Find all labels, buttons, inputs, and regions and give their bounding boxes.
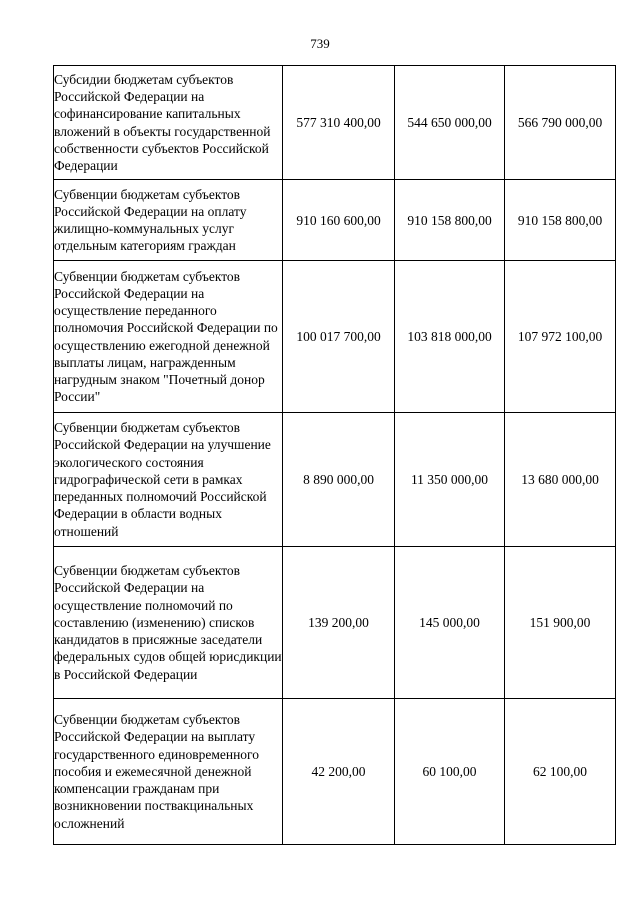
table-row xyxy=(54,66,616,180)
amount-cell: 13 680 000,00 xyxy=(505,413,616,547)
amount-cell: 910 158 800,00 xyxy=(395,180,505,261)
table-row xyxy=(54,547,616,699)
amount-cell: 151 900,00 xyxy=(505,547,616,699)
table-row xyxy=(54,699,616,845)
amount-cell: 100 017 700,00 xyxy=(283,261,395,413)
amount-cell: 566 790 000,00 xyxy=(505,66,616,180)
amount-cell: 11 350 000,00 xyxy=(395,413,505,547)
amount-cell: 910 160 600,00 xyxy=(283,180,395,261)
amount-cell: 577 310 400,00 xyxy=(283,66,395,180)
table-row xyxy=(54,261,616,413)
table-row xyxy=(54,413,616,547)
row-description: Субвенции бюджетам субъектов Российской Федерации на осуществление полномочий по составлению (изменению) списков кандидатов в присяжные заседатели федеральных судов общей юрисдикции в Российской Федерации xyxy=(54,547,283,699)
row-description: Субсидии бюджетам субъектов Российской Федерации на софинансирование капитальных вложений в объекты государственной собственности субъектов Российской Федерации xyxy=(54,66,283,180)
row-description: Субвенции бюджетам субъектов Российской Федерации на оплату жилищно-коммунальных услуг отдельным категориям граждан xyxy=(54,180,283,261)
amount-cell: 145 000,00 xyxy=(395,547,505,699)
amount-cell: 103 818 000,00 xyxy=(395,261,505,413)
table-row xyxy=(54,180,616,261)
amount-cell: 107 972 100,00 xyxy=(505,261,616,413)
amount-cell: 139 200,00 xyxy=(283,547,395,699)
amount-cell: 42 200,00 xyxy=(283,699,395,845)
row-description: Субвенции бюджетам субъектов Российской Федерации на осуществление переданного полномочия Российской Федерации по осуществлению ежегодной денежной выплаты лицам, награжденным нагрудным знаком "Почетный донор России" xyxy=(54,261,283,413)
amount-cell: 60 100,00 xyxy=(395,699,505,845)
page-number: 739 xyxy=(310,36,330,51)
amount-cell: 544 650 000,00 xyxy=(395,66,505,180)
row-description: Субвенции бюджетам субъектов Российской Федерации на выплату государственного единовременного пособия и ежемесячной денежной компенсации гражданам при возникновении поствакцинальных осложнений xyxy=(54,699,283,845)
budget-table xyxy=(53,65,616,845)
amount-cell: 910 158 800,00 xyxy=(505,180,616,261)
amount-cell: 8 890 000,00 xyxy=(283,413,395,547)
amount-cell: 62 100,00 xyxy=(505,699,616,845)
row-description: Субвенции бюджетам субъектов Российской Федерации на улучшение экологического состояния гидрографической сети в рамках переданных полномочий Российской Федерации в области водных отношений xyxy=(54,413,283,547)
